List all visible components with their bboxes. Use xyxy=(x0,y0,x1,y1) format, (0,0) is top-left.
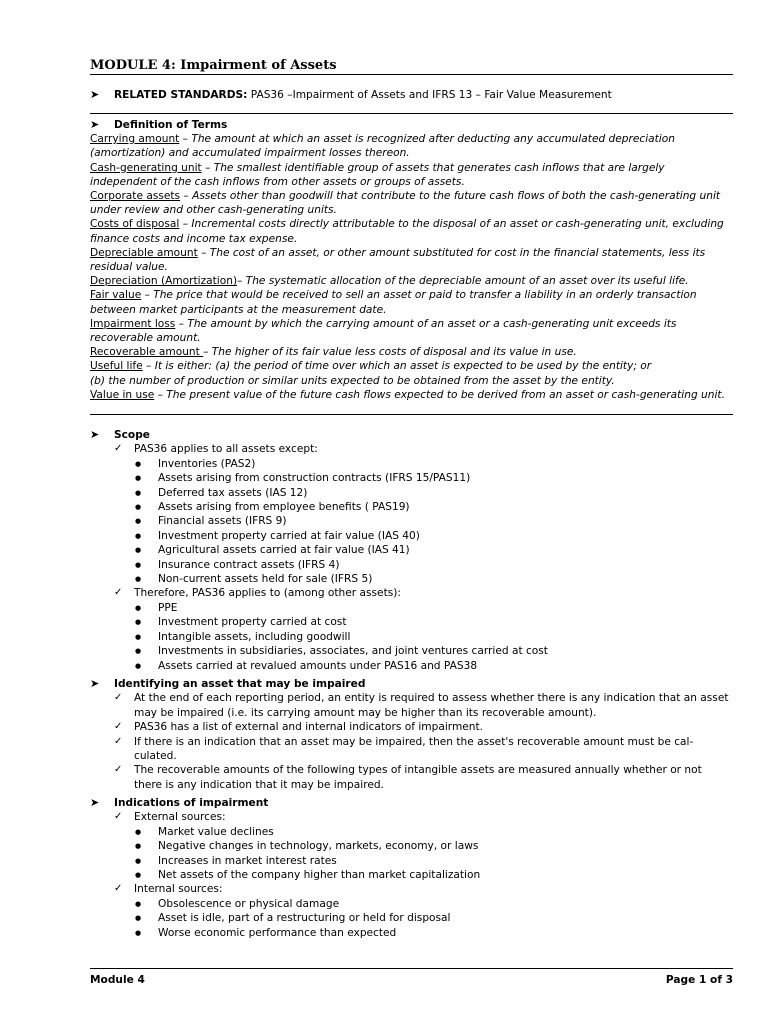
definitions-heading: ➤ Definition of Terms xyxy=(90,118,228,131)
definition-desc: – The smallest identifiable group of assets that generates cash inflows that are largely independent of the cash inflows from other assets or groups of assets. xyxy=(90,161,665,188)
footer-rule xyxy=(90,968,733,969)
bullet-item: ● Deferred tax assets (IAS 12) xyxy=(90,486,733,500)
arrow-bullet-icon: ➤ xyxy=(90,88,100,101)
definition-term: Costs of disposal xyxy=(90,218,180,231)
definition-item xyxy=(90,246,733,274)
definition-term: Corporate assets xyxy=(90,190,181,203)
page-footer xyxy=(90,974,733,986)
bullet-item: ● Investments in subsidiaries, associates, and joint ventures carried at cost xyxy=(90,644,733,658)
scope-heading: ➤ Scope xyxy=(90,428,150,441)
footer-page-number: Page 1 of 3 xyxy=(665,974,733,986)
related-label: RELATED STANDARDS: xyxy=(114,89,248,101)
check-item: ✓ PAS36 applies to all assets except: xyxy=(90,442,733,456)
indications-heading: ➤ Indications of impairment xyxy=(90,796,269,809)
bullet-item: ● Assets arising from employee benefits ( PAS19) xyxy=(90,500,733,514)
bullet-item: ● Increases in market interest rates xyxy=(90,854,733,868)
check-item: ✓ At the end of each reporting period, an entity is required to assess whether there is any indication that an asset may be impaired (i.e. its carrying amount may be higher than its recoverable amount). xyxy=(90,691,733,720)
check-item: ✓ The recoverable amounts of the following types of intangible assets are measured annually whether or not there is any indication that it may be impaired. xyxy=(90,763,733,792)
definition-desc: – Incremental costs directly attributable to the disposal of an asset or cash-generating unit, excluding finance costs and income tax expense. xyxy=(90,218,724,245)
bullet-item: ● Market value declines xyxy=(90,825,733,839)
scope-section xyxy=(90,428,733,673)
check-item: ✓ Internal sources: xyxy=(90,882,733,896)
arrow-bullet-icon: ➤ xyxy=(90,118,100,131)
check-item: ✓ External sources: xyxy=(90,810,733,824)
bullet-item: ● Net assets of the company higher than market capitalization xyxy=(90,868,733,882)
bullet-item: ● Agricultural assets carried at fair value (IAS 41) xyxy=(90,543,733,557)
definition-desc: (b) the number of production or similar units expected to be obtained from the asset by the entity. xyxy=(90,374,615,387)
definition-item xyxy=(90,359,733,373)
definition-desc: – The amount at which an asset is recognized after deducting any accumulated depreciation (amortization) and accumulated impairment losses thereon. xyxy=(90,133,675,160)
arrow-bullet-icon: ➤ xyxy=(90,796,100,809)
bullet-item: ● Investment property carried at cost xyxy=(90,615,733,629)
definition-item xyxy=(90,388,733,402)
definition-term: Impairment loss xyxy=(90,317,176,330)
arrow-bullet-icon: ➤ xyxy=(90,428,100,441)
bullet-item: ● Investment property carried at fair value (IAS 40) xyxy=(90,529,733,543)
bullet-item: ● Non-current assets held for sale (IFRS 5) xyxy=(90,572,733,586)
definition-desc: – It is either: (a) the period of time over which an asset is expected to be used by the entity; or xyxy=(142,360,652,373)
footer-module: Module 4 xyxy=(90,974,145,986)
title-rule xyxy=(90,74,733,75)
definition-term: Cash-generating unit xyxy=(90,161,202,174)
definition-term: Recoverable amount xyxy=(90,346,204,359)
definition-term: Depreciation (Amortization) xyxy=(90,275,238,288)
definition-term: Depreciable amount xyxy=(90,246,198,259)
definition-item xyxy=(90,189,733,217)
bullet-item: ● Financial assets (IFRS 9) xyxy=(90,514,733,528)
related-text: PAS36 –Impairment of Assets and IFRS 13 – Fair Value Measurement xyxy=(247,89,612,101)
definition-term: Carrying amount xyxy=(90,133,180,146)
definitions-section xyxy=(90,118,733,402)
definitions-rule xyxy=(90,414,733,415)
definition-desc: – The systematic allocation of the depreciable amount of an asset over its useful life. xyxy=(237,275,689,288)
bullet-item: ● PPE xyxy=(90,601,733,615)
bullet-item: ● Asset is idle, part of a restructuring or held for disposal xyxy=(90,911,733,925)
bullet-item: ● Obsolescence or physical damage xyxy=(90,897,733,911)
check-item: ✓ If there is an indication that an asset may be impaired, then the asset's recoverable amount must be cal-culated. xyxy=(90,735,733,764)
definition-item xyxy=(90,317,733,345)
definition-desc: – The cost of an asset, or other amount substituted for cost in the financial statements, less its residual value. xyxy=(90,246,706,274)
page-title: MODULE 4: Impairment of Assets xyxy=(90,58,337,73)
definition-desc: – The present value of the future cash flows expected to be derived from an asset or cash-generating unit. xyxy=(154,388,725,401)
definition-term: Useful life xyxy=(90,360,143,373)
definition-item xyxy=(90,132,733,160)
check-item: ✓ Therefore, PAS36 applies to (among other assets): xyxy=(90,586,733,600)
arrow-bullet-icon: ➤ xyxy=(90,677,100,690)
definition-desc: – The higher of its fair value less costs of disposal and its value in use. xyxy=(203,346,577,359)
definition-item xyxy=(90,374,733,388)
bullet-item: ● Intangible assets, including goodwill xyxy=(90,630,733,644)
related-rule xyxy=(90,113,733,114)
definition-item xyxy=(90,161,733,189)
definition-desc: – Assets other than goodwill that contribute to the future cash flows of both the cash-generating unit under review and other cash-generating units. xyxy=(90,190,721,217)
indications-section xyxy=(90,796,733,940)
definition-term: Fair value xyxy=(90,289,142,302)
definition-item xyxy=(90,217,733,245)
definition-desc: – The price that would be received to sell an asset or paid to transfer a liability in an orderly transaction between market participants at the measurement date. xyxy=(90,289,697,316)
definition-term: Value in use xyxy=(90,388,155,401)
check-item: ✓ PAS36 has a list of external and internal indicators of impairment. xyxy=(90,720,733,734)
related-standards xyxy=(90,88,612,102)
definition-item xyxy=(90,288,733,316)
bullet-item: ● Negative changes in technology, markets, economy, or laws xyxy=(90,839,733,853)
bullet-item: ● Insurance contract assets (IFRS 4) xyxy=(90,558,733,572)
definition-item xyxy=(90,345,733,359)
bullet-item: ● Worse economic performance than expected xyxy=(90,926,733,940)
identifying-section xyxy=(90,677,733,792)
bullet-item: ● Assets carried at revalued amounts under PAS16 and PAS38 xyxy=(90,659,733,673)
identifying-heading: ➤ Identifying an asset that may be impaired xyxy=(90,677,366,690)
bullet-item: ● Inventories (PAS2) xyxy=(90,457,733,471)
definition-item xyxy=(90,274,733,288)
bullet-item: ● Assets arising from construction contracts (IFRS 15/PAS11) xyxy=(90,471,733,485)
definition-desc: – The amount by which the carrying amount of an asset or a cash-generating unit exceeds its recoverable amount. xyxy=(90,317,677,345)
